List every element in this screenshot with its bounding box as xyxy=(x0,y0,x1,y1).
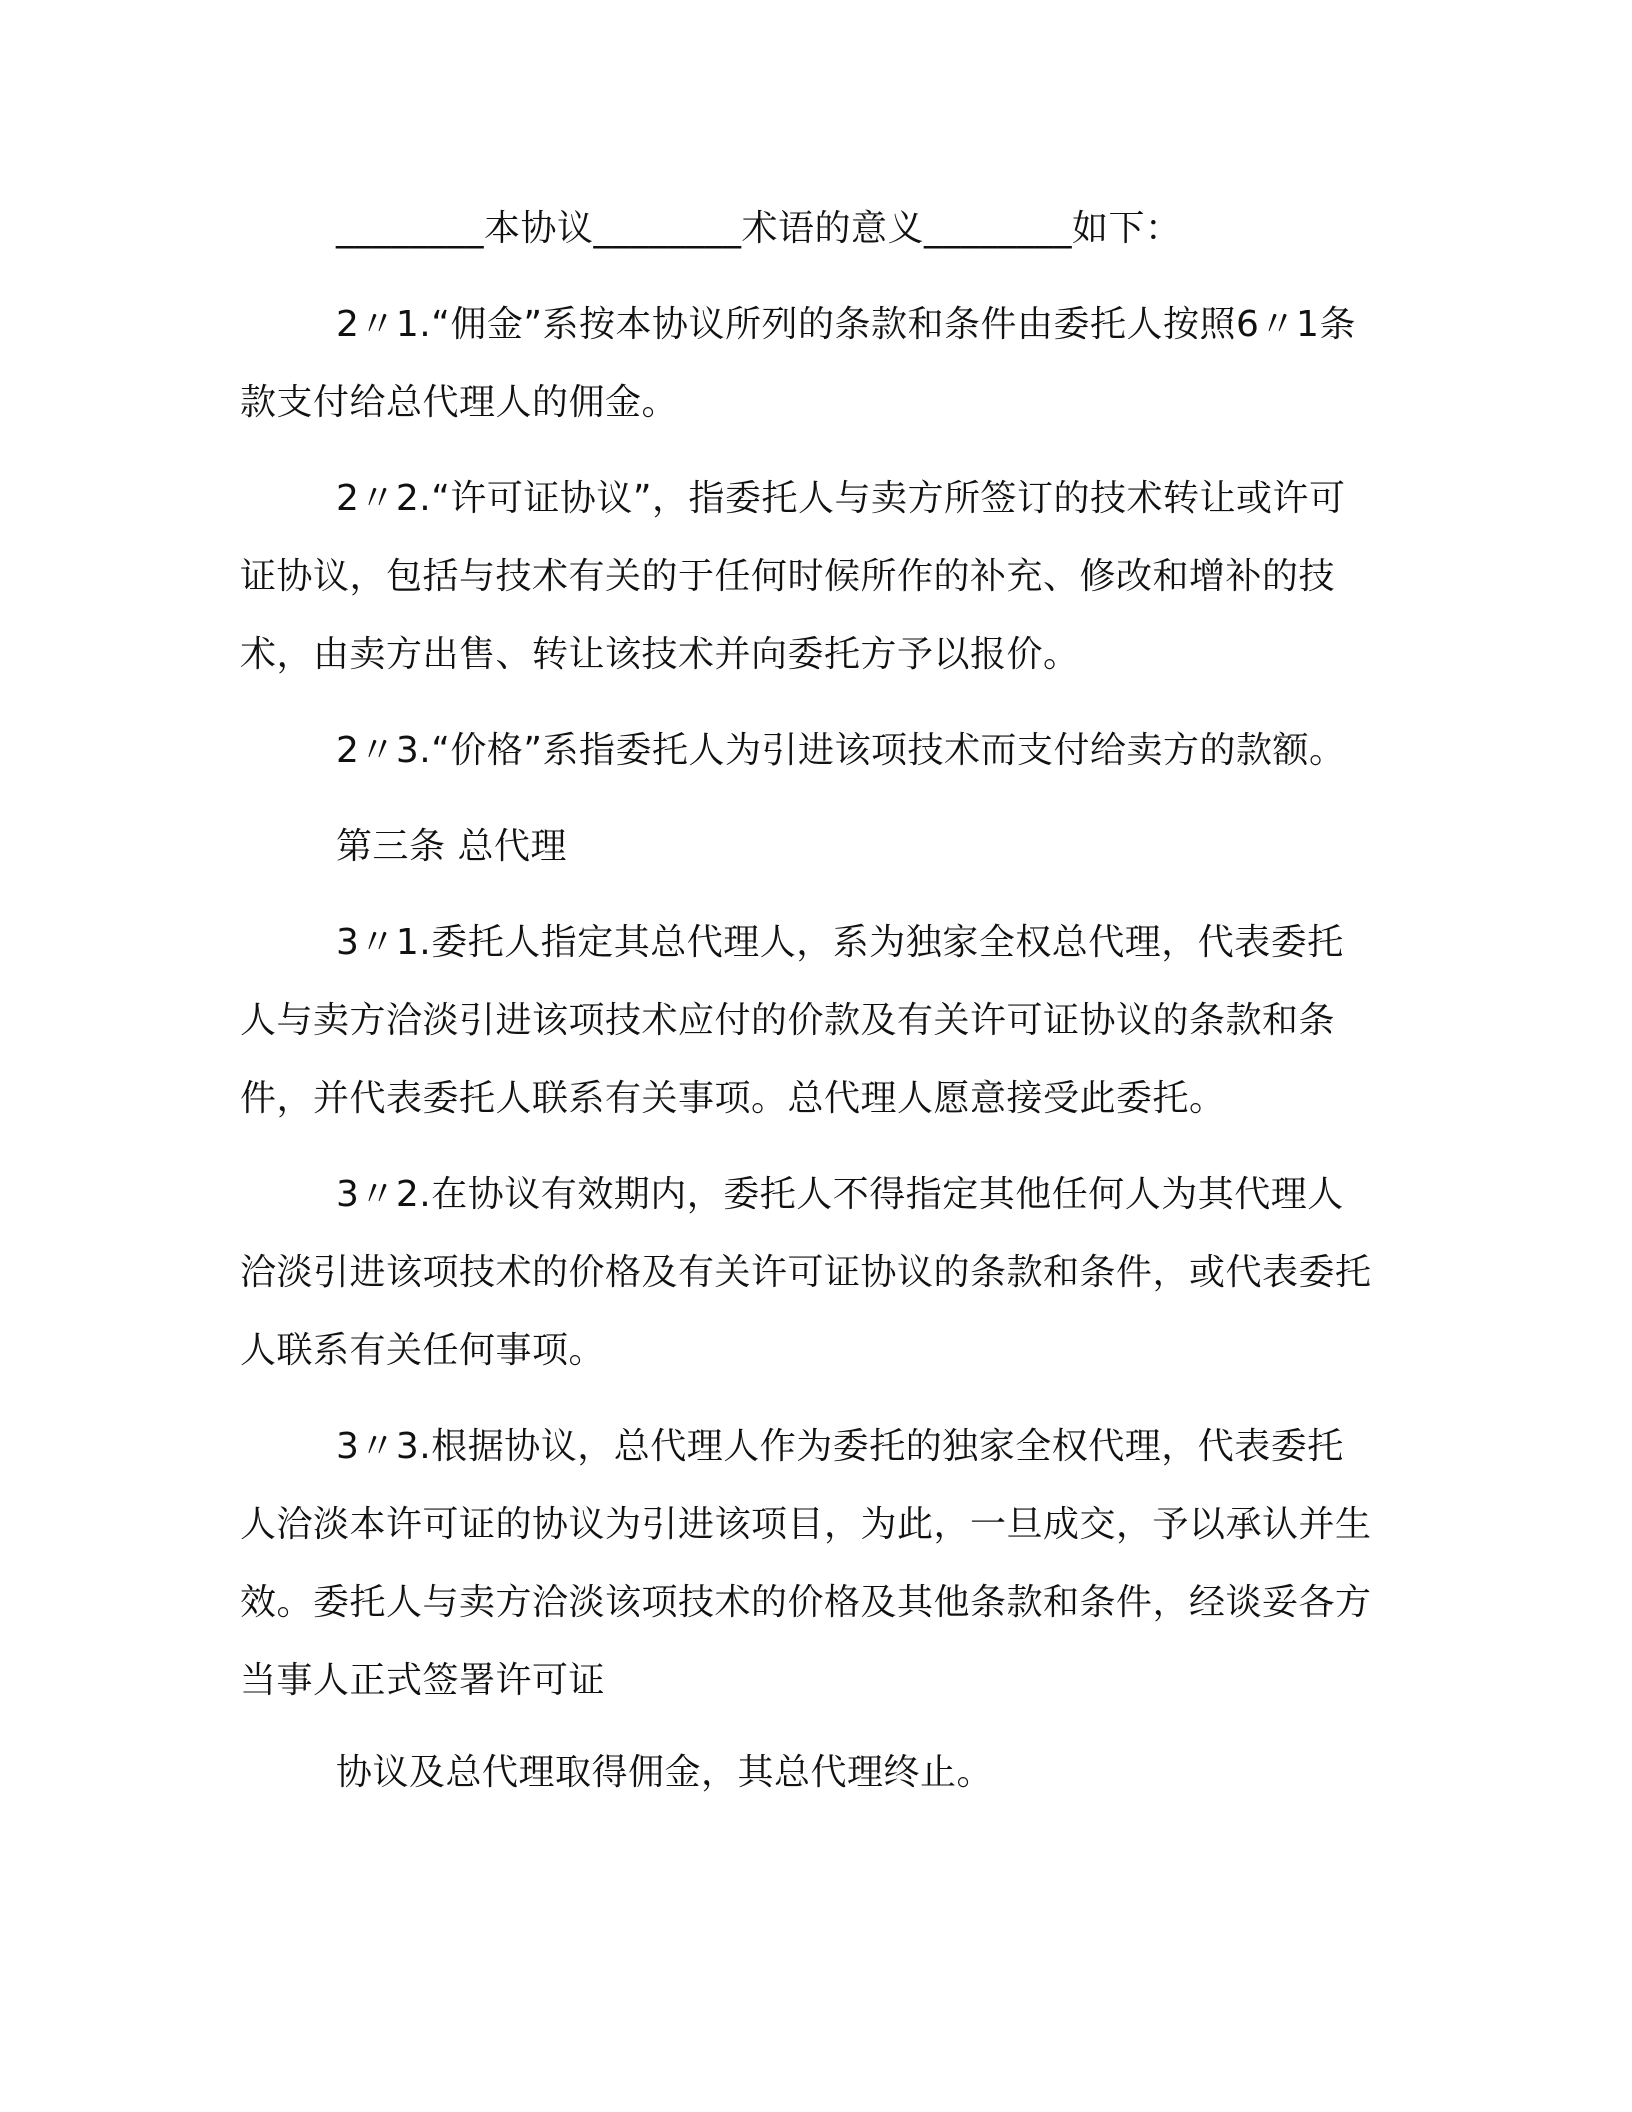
clause-2-3: 2〃3.“价格”系指委托人为引进该项技术而支付给卖方的款额。 xyxy=(336,730,1346,771)
clause-3-2: 3〃2.在协议有效期内，委托人不得指定其他任何人为其代理人洽淡引进该项技术的价格及有关许可证协议的条款和条件，或代表委托人联系有关任何事项。 xyxy=(240,1174,1372,1371)
clause-3-1: 3〃1.委托人指定其总代理人，系为独家全权总代理，代表委托人与卖方洽淡引进该项技术应付的价款及有关许可证协议的条款和条件，并代表委托人联系有关事项。总代理人愿意接受此委托。 xyxy=(240,922,1344,1119)
document-body xyxy=(240,190,1380,1830)
clause-2-1: 2〃1.“佣金”系按本协议所列的条款和条件由委托人按照6〃1条款支付给总代理人的佣金。 xyxy=(240,304,1356,423)
clause-3-3-continued: 协议及总代理取得佣金，其总代理终止。 xyxy=(336,1752,994,1793)
definitions-intro: ________本协议________术语的意义________如下： xyxy=(336,208,1182,249)
clause-2-2: 2〃2.“许可证协议”，指委托人与卖方所签订的技术转让或许可证协议，包括与技术有关的于任何时候所作的补充、修改和增补的技术，由卖方出售、转让该技术并向委托方予以报价。 xyxy=(240,478,1346,675)
clause-3-3: 3〃3.根据协议，总代理人作为委托的独家全权代理，代表委托人洽淡本许可证的协议为引进该项目，为此，一旦成交，予以承认并生效。委托人与卖方洽淡该项技术的价格及其他条款和条件，经谈妥各方当事人正式签署许可证 xyxy=(240,1426,1372,1701)
article-3-heading: 第三条 总代理 xyxy=(336,826,567,867)
